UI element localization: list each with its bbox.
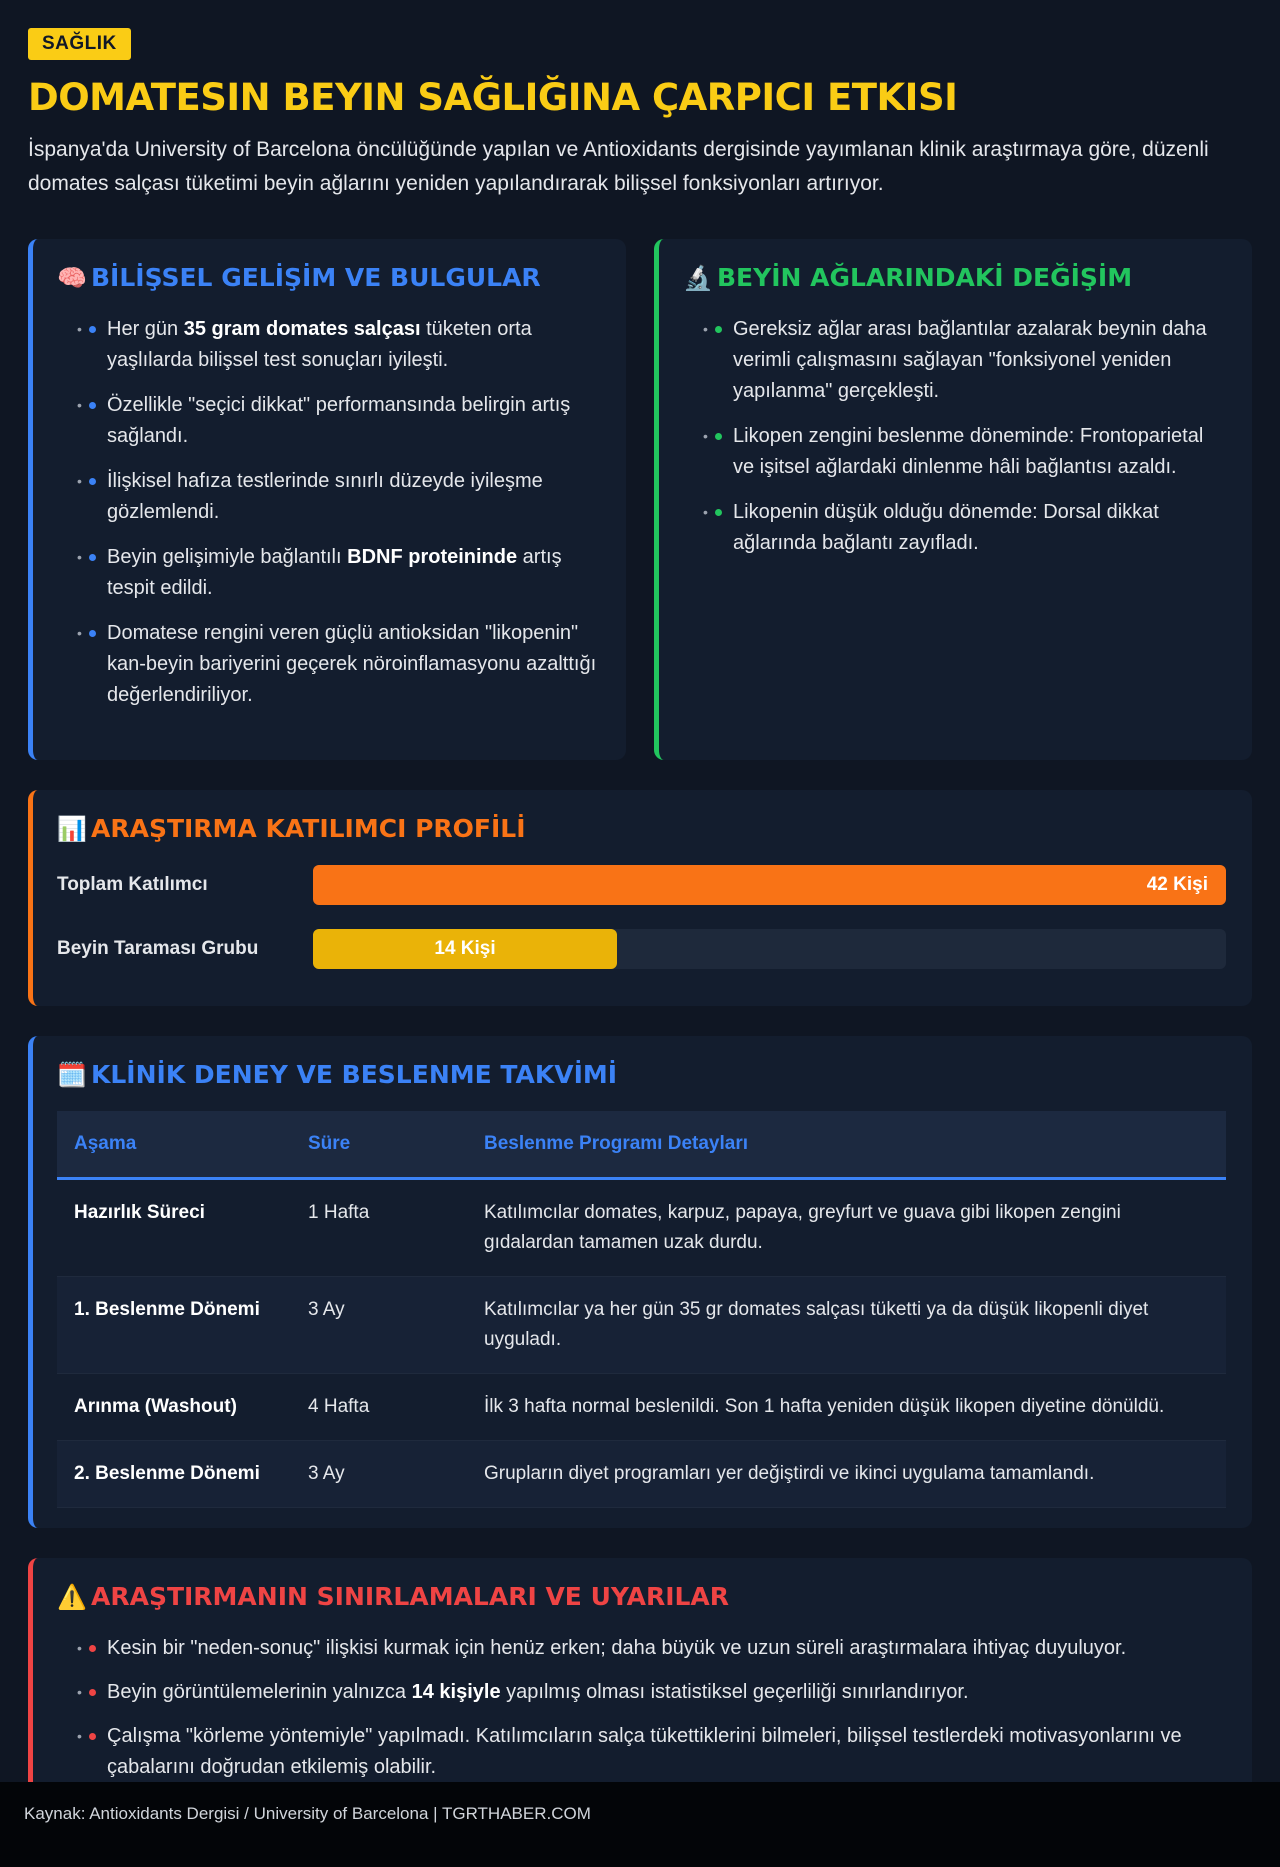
limitation-item: • Kesin bir "neden-sonuç" ilişkisi kurmak için henüz erken; daha büyük ve uzun süreli araştırmalara ihtiyaç duyuluyor. <box>89 1633 1226 1664</box>
finding-item: • İlişkisel hafıza testlerinde sınırlı düzeyde iyileşme gözlemlendi. <box>89 466 600 528</box>
bar-row <box>57 865 1226 905</box>
bullet-dot-icon <box>89 554 96 561</box>
phase-cell: Hazırlık Süreci <box>57 1179 291 1277</box>
calendar-icon: 🗓️ <box>57 1060 87 1089</box>
emphasis-text: BDNF proteininde <box>347 546 518 568</box>
category-tag: SAĞLIK <box>28 28 131 60</box>
schedule-title <box>57 1060 1226 1089</box>
bullet-dot-icon <box>715 433 722 440</box>
bar-fill: 14 Kişi <box>313 929 617 969</box>
table-row <box>57 1179 1226 1277</box>
findings-list <box>57 314 600 711</box>
bullet-dot-icon <box>89 326 96 333</box>
schedule-table-body <box>57 1179 1226 1508</box>
detail-cell: İlk 3 hafta normal beslenildi. Son 1 hafta yeniden düşük likopen diyetine dönüldü. <box>467 1374 1226 1441</box>
source-text: Kaynak: Antioxidants Dergisi / University of Barcelona | TGRTHABER.COM <box>24 1804 591 1823</box>
network-change-item: • Gereksiz ağlar arası bağlantılar azalarak beynin daha verimli çalışmasını sağlayan "fonksiyonel yeniden yapılanma" gerçekleşti. <box>715 314 1226 407</box>
table-header-row <box>57 1111 1226 1179</box>
phase-cell: Arınma (Washout) <box>57 1374 291 1441</box>
detail-cell: Katılımcılar ya her gün 35 gr domates salçası tüketti ya da düşük likopenli diyet uyguladı. <box>467 1277 1226 1374</box>
emphasis-text: 14 kişiyle <box>411 1681 501 1703</box>
emphasis-text: 35 gram domates salçası <box>183 318 421 340</box>
bar-chart-icon: 📊 <box>57 814 87 843</box>
bullet-dot-icon <box>89 1733 96 1740</box>
findings-title <box>57 263 600 292</box>
bullet-dot-icon <box>89 1645 96 1652</box>
detail-cell: Katılımcılar domates, karpuz, papaya, greyfurt ve guava gibi likopen zengini gıdalardan tamamen uzak durdu. <box>467 1179 1226 1277</box>
bar-label: Toplam Katılımcı <box>57 874 208 895</box>
bar-track <box>313 865 1226 905</box>
phase-cell: 2. Beslenme Dönemi <box>57 1441 291 1508</box>
limits-title-text: ARAŞTIRMANIN SINIRLAMALARI VE UYARILAR <box>91 1582 730 1611</box>
duration-cell: 3 Ay <box>291 1441 467 1508</box>
phase-cell: 1. Beslenme Dönemi <box>57 1277 291 1374</box>
source-footer <box>0 1782 1280 1867</box>
finding-item: • Domatese rengini veren güçlü antioksidan "likopenin" kan-beyin bariyerini geçerek nöroinflamasyonu azalttığı değerlendiriliyor. <box>89 618 600 711</box>
table-row <box>57 1441 1226 1508</box>
bullet-dot-icon <box>715 326 722 333</box>
table-row <box>57 1374 1226 1441</box>
networks-title-text: BEYİN AĞLARINDAKİ DEĞİŞİM <box>717 263 1133 292</box>
column-header: Aşama <box>57 1111 291 1179</box>
bullet-dot-icon <box>715 509 722 516</box>
bullet-dot-icon <box>89 1689 96 1696</box>
networks-card <box>654 239 1252 760</box>
limits-card <box>28 1558 1252 1818</box>
bar-track <box>313 929 1226 969</box>
limits-title <box>57 1582 1226 1611</box>
finding-item: • Özellikle "seçici dikkat" performansında belirgin artış sağlandı. <box>89 390 600 452</box>
brain-icon: 🧠 <box>57 263 87 292</box>
findings-row <box>28 239 1252 760</box>
bar-fill: 42 Kişi <box>313 865 1226 905</box>
finding-item: • Beyin gelişimiyle bağlantılı BDNF proteininde artış tespit edildi. <box>89 542 600 604</box>
bullet-dot-icon <box>89 630 96 637</box>
profile-title-text: ARAŞTIRMA KATILIMCI PROFİLİ <box>91 814 526 843</box>
microscope-icon: 🔬 <box>683 263 713 292</box>
findings-card <box>28 239 626 760</box>
limits-list <box>57 1633 1226 1783</box>
limitation-item: • Beyin görüntülemelerinin yalnızca 14 kişiyle yapılmış olması istatistiksel geçerliliği sınırlandırıyor. <box>89 1677 1226 1708</box>
lead-paragraph: İspanya'da University of Barcelona öncülüğünde yapılan ve Antioxidants dergisinde yayımlanan klinik araştırmaya göre, düzenli domates salçası tüketimi beyin ağlarını yeniden yapılandırarak bilişsel fonksiyonları artırıyor. <box>28 138 1209 195</box>
bar-label: Beyin Taraması Grubu <box>57 938 259 959</box>
limitation-item: • Çalışma "körleme yöntemiyle" yapılmadı. Katılımcıların salça tükettiklerini bilmeleri, bilişsel testlerdeki motivasyonlarını ve çabalarını doğrudan etkilemiş olabilir. <box>89 1721 1226 1783</box>
column-header: Beslenme Programı Detayları <box>467 1111 1226 1179</box>
schedule-card <box>28 1036 1252 1528</box>
profile-title <box>57 814 1226 843</box>
networks-title <box>683 263 1226 292</box>
duration-cell: 4 Hafta <box>291 1374 467 1441</box>
detail-cell: Grupların diyet programları yer değiştirdi ve ikinci uygulama tamamlandı. <box>467 1441 1226 1508</box>
column-header: Süre <box>291 1111 467 1179</box>
findings-title-text: BİLİŞSEL GELİŞİM VE BULGULAR <box>91 263 541 292</box>
page-title: DOMATESIN BEYIN SAĞLIĞINA ÇARPICI ETKISI <box>28 76 958 119</box>
networks-list <box>683 314 1226 559</box>
profile-card <box>28 790 1252 1006</box>
duration-cell: 1 Hafta <box>291 1179 467 1277</box>
schedule-table <box>57 1111 1226 1508</box>
network-change-item: • Likopen zengini beslenme döneminde: Frontoparietal ve işitsel ağlardaki dinlenme hâli bağlantısı azaldı. <box>715 421 1226 483</box>
network-change-item: • Likopenin düşük olduğu dönemde: Dorsal dikkat ağlarında bağlantı zayıfladı. <box>715 497 1226 559</box>
table-row <box>57 1277 1226 1374</box>
bullet-dot-icon <box>89 402 96 409</box>
schedule-title-text: KLİNİK DENEY VE BESLENME TAKVİMİ <box>91 1060 618 1089</box>
bullet-dot-icon <box>89 478 96 485</box>
bar-row <box>57 929 1226 969</box>
finding-item: • Her gün 35 gram domates salçası tüketen orta yaşlılarda bilişsel test sonuçları iyileşti. <box>89 314 600 376</box>
duration-cell: 3 Ay <box>291 1277 467 1374</box>
warning-icon: ⚠️ <box>57 1582 87 1611</box>
participant-bars <box>57 865 1226 969</box>
